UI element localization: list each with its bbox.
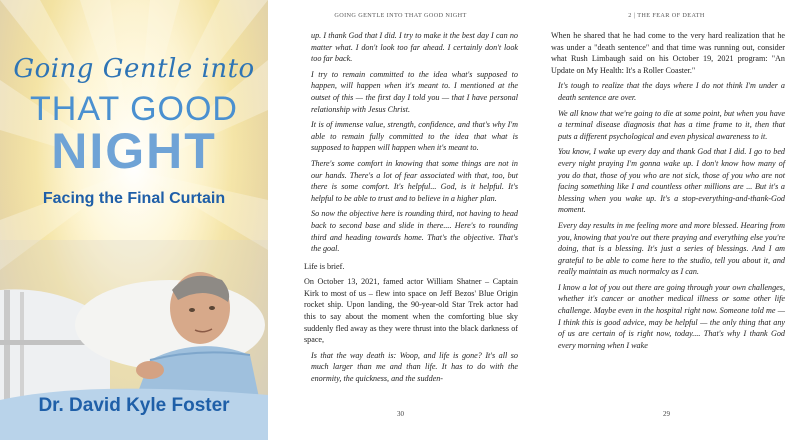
paragraph: It is of immense value, strength, confidence, and that's why I'm able to remain fully committed to the idea that what is supposed to happen will happen when it's meant to. [311, 120, 518, 153]
left-page [268, 0, 533, 440]
page-body [304, 30, 518, 389]
cover-subtitle: Facing the Final Curtain [42, 190, 226, 207]
book-cover [0, 0, 268, 440]
cover-author: Dr. David Kyle Foster [38, 395, 230, 416]
cover-title-line2: THAT GOOD [30, 90, 238, 128]
paragraph: There's some comfort in knowing that some things are not in our hands. There's a lot of fear associated with that, too, but there is some comfort. It's helpful... God, is it helpful. It's helpful to be able to trust and to believe in a higher plan. [311, 158, 518, 203]
paragraph: Life is brief. [304, 261, 345, 271]
running-head: GOING GENTLE INTO THAT GOOD NIGHT [334, 12, 467, 19]
right-page [533, 0, 800, 440]
cover-title-line1: Going Gentle into [13, 54, 255, 84]
paragraph: It's tough to realize that the days where I do not think I'm under a death sentence are over. [558, 81, 785, 102]
page-body [551, 30, 785, 355]
paragraph: On October 13, 2021, famed actor William Shatner – Captain Kirk to most of us – flew into space on Jeff Bezos' Blue Origin rocket ship. Upon landing, the 90-year-old Star Trek actor had this to say about the moment when the comforting blue sky suddenly fled away as they were thrust into the black darkness of space, [304, 277, 518, 345]
paragraph: Every day results in me feeling more and more blessed. Hearing from you, knowing that you're out there praying and everything else you're doing, that is a blessing. It's just a series of blessings. And I am grateful to be able to come here to the studio, tell you about it, and really maintain as much normalcy as I can. [558, 220, 785, 277]
paragraph: You know, I wake up every day and thank God that I did. I go to bed every night praying I'm gonna wake up. I don't know how many of you do that, those of you who are not sick, those of you who are not facing something like I and countless other millions are ... But it's a blessing when you wake up. It's a stop-everything-and-thank-God moment. [558, 147, 785, 215]
paragraph: So now the objective here is rounding third, not having to head back to second base and slide in there.... Here's to rounding third and heading towards home. That's the objective. That's the goal. [311, 209, 518, 254]
paragraph: I know a lot of you out there are going through your own challenges, whether it's cancer or another medical illness or some other life challenge. Maybe even in the hospital right now. Someone told me — I think this is good advice, may be helpful — the only thing that any of us are certain of is right now, today.... That's why I thank God every morning when I wake [558, 282, 785, 350]
paragraph: I try to remain committed to the idea what's supposed to happen, will happen when it's meant to. I mentioned at the outset of this — the first day I told you — that I have personal relationship with Jesus Christ. [311, 69, 518, 114]
cover-title-line3: NIGHT [51, 123, 217, 179]
page-number: 30 [397, 410, 404, 418]
paragraph: When he shared that he had come to the very hard realization that he was under a "death sentence" and that time was running out, consider what Rush Limbaugh said on his October 19, 2021 program: "An Update on My Health: It's a Roller Coaster." [551, 31, 785, 75]
running-head: 2 | THE FEAR OF DEATH [628, 12, 705, 19]
paragraph: We all know that we're going to die at some point, but when you have a terminal disease diagnosis that has a time frame to it, then that puts a different psychological and even physical awareness to it. [558, 108, 785, 141]
paragraph: up. I thank God that I did. I try to make it the best day I can no matter what. I don't look too far ahead. I certainly don't look too far back. [311, 31, 518, 64]
paragraph: Is that the way death is: Woop, and life is gone? It's all so much larger than me and than life. It has to do with the enormity, the quickness, and the sudden- [311, 350, 518, 384]
page-number: 29 [663, 410, 670, 418]
